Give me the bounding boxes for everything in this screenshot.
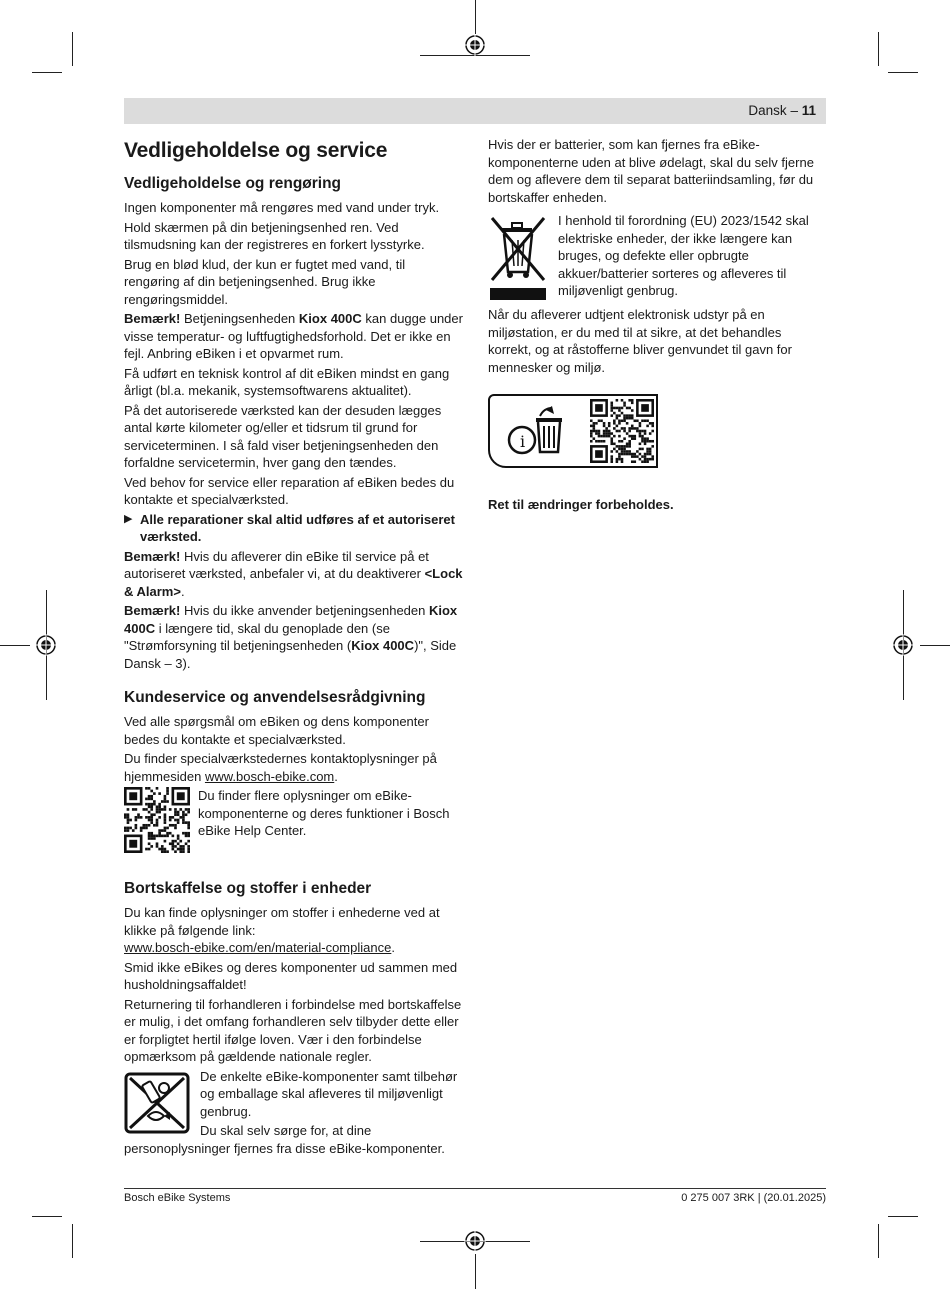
- section-heading-disposal: Bortskaffelse og stoffer i enheder: [124, 880, 372, 897]
- weee-text: I henhold til forordning (EU) 2023/1542 skal elektriske enheder, der ikke længere kan bruges, og defekte eller opbrugte akkuer/batterier sorteres og afleveres til miljøvenligt genbrug.: [558, 213, 809, 298]
- crossed-bin-icon: [488, 214, 548, 302]
- paragraph: Når du afleverer udtjent elektronisk udstyr på en miljøstation, er du med til at sikre, at det behandles korrekt, og at råstofferne bliver genvundet til gavn for mennesker og miljø.: [488, 307, 792, 375]
- registration-mark-icon: [892, 634, 914, 656]
- crop-mark: [475, 1254, 476, 1289]
- no-household-waste-icon: [124, 1072, 190, 1134]
- bullet-item: ▶ Alle reparationer skal altid udføres af et autoriseret værksted.: [124, 511, 455, 544]
- paragraph: Ved alle spørgsmål om eBiken og dens komponenter bedes du kontakte et specialværksted.: [124, 714, 429, 747]
- paragraph: Ingen komponenter må rengøres med vand under tryk.: [124, 200, 440, 215]
- page-title: Vedligeholdelse og service: [124, 139, 388, 162]
- crop-mark: [0, 645, 30, 646]
- left-column: [124, 136, 464, 1159]
- weee-row: [488, 212, 828, 302]
- note-paragraph: Bemærk! Hvis du afleverer din eBike til service på et autoriseret værksted, anbefaler vi, at du deaktiverer <Lock & Alarm>.: [124, 548, 463, 599]
- help-center-row: [124, 787, 464, 853]
- page-number: 11: [801, 103, 816, 118]
- disposal-block: [124, 1068, 464, 1158]
- crop-mark: [878, 1224, 879, 1258]
- registration-mark-icon: [464, 34, 486, 56]
- paragraph: Smid ikke eBikes og deres komponenter ud sammen med husholdningsaffaldet!: [124, 959, 458, 992]
- crop-mark: [72, 1224, 73, 1258]
- qr-code-icon[interactable]: [124, 787, 190, 853]
- crop-mark: [878, 32, 879, 66]
- footer-doc-id: 0 275 007 3RK | (20.01.2025): [681, 1192, 826, 1204]
- note-paragraph: Bemærk! Betjeningsenheden Kiox 400C kan dugge under visse temperatur- og luftfugtighedsforhold. Det er ikke en fejl. Anbring eBiken i et opvarmet rum.: [124, 311, 463, 361]
- paragraph: Hvis der er batterier, som kan fjernes fra eBike-komponenterne uden at blive ødelagt, skal du selv fjerne dem og aflevere dem til separat batteriindsamling, før du bortskaffer enheden.: [488, 137, 814, 205]
- footer-company: Bosch eBike Systems: [124, 1192, 231, 1204]
- qr-code-icon[interactable]: [590, 398, 654, 464]
- svg-text:i: i: [520, 432, 526, 451]
- paragraph: Du skal selv sørge for, at dine personoplysninger fjernes fra disse eBike-komponenter.: [124, 1123, 445, 1156]
- crop-mark: [32, 1216, 62, 1217]
- info-recycle-bin-icon: [506, 404, 568, 460]
- crop-mark: [920, 645, 950, 646]
- paragraph: Ved behov for service eller reparation af eBiken bedes du kontakte et specialværksted.: [124, 474, 455, 507]
- header-separator: –: [790, 103, 798, 118]
- crop-mark: [32, 72, 62, 73]
- crop-mark: [888, 72, 918, 73]
- section-heading-maintenance: Vedligeholdelse og rengøring: [124, 175, 342, 192]
- paragraph: Returnering til forhandleren i forbindelse med bortskaffelse er mulig, i det omfang forhandleren selv tilbyder dette eller er forpligtet hertil ifølge loven. Vær i den forbindelse opmærksom på gældende nationale regler.: [124, 996, 462, 1064]
- section-heading-customer-service: Kundeservice og anvendelsesrådgivning: [124, 689, 426, 706]
- header-label: [748, 103, 816, 118]
- registration-mark-icon: [35, 634, 57, 656]
- note-paragraph: Bemærk! Hvis du ikke anvender betjeningsenheden Kiox 400C i længere tid, skal du genoplade den (se "Strømforsyning til betjeningsenheden (Kiox 400C)", Side Dansk – 3).: [124, 603, 458, 671]
- paragraph: Brug en blød klud, der kun er fugtet med vand, til rengøring af din betjeningsenhed. Brug ikke rengøringsmiddel.: [124, 256, 406, 307]
- help-center-text: Du finder flere oplysninger om eBike-komponenterne og deres funktioner i Bosch eBike Help Center.: [198, 788, 450, 838]
- paragraph: Du kan finde oplysninger om stoffer i enhederne ved at klikke på følgende link: www.bosch-ebike.com/en/material-compliance.: [124, 905, 440, 955]
- paragraph: De enkelte eBike-komponenter samt tilbehør og emballage skal afleveres til miljøvenligt genbrug.: [200, 1068, 458, 1119]
- material-compliance-link[interactable]: www.bosch-ebike.com/en/material-compliance: [124, 940, 392, 955]
- paragraph: Du finder specialværkstedernes kontaktoplysninger på hjemmesiden www.bosch-ebike.com.: [124, 751, 437, 784]
- paragraph: Få udført en teknisk kontrol af dit eBiken mindst en gang årligt (bl.a. mekanik, systemsoftwarens aktualitet).: [124, 365, 450, 398]
- crop-mark: [888, 1216, 918, 1217]
- crop-mark: [72, 32, 73, 66]
- paragraph: På det autoriserede værksted kan der desuden lægges antal kørte kilometer og/eller et tidsrum til grund for serviceterminen. I så fald viser betjeningsenheden den forfaldne servicetermin, hver gang den tændes.: [124, 402, 442, 470]
- crop-mark: [475, 0, 476, 34]
- arrow-icon: ▶: [124, 512, 133, 525]
- battery-info-box: [488, 394, 658, 468]
- right-column: [488, 136, 828, 516]
- closing-note: Ret til ændringer forbeholdes.: [488, 497, 674, 512]
- website-link[interactable]: www.bosch-ebike.com: [204, 768, 335, 784]
- header-language: Dansk: [748, 103, 787, 118]
- registration-mark-icon: [464, 1230, 486, 1252]
- paragraph: Hold skærmen på din betjeningsenhed ren. Ved tilsmudsning kan der registreres en forkert lysstyrke.: [124, 219, 425, 252]
- footer-rule: [124, 1188, 826, 1189]
- page-header: [124, 98, 826, 124]
